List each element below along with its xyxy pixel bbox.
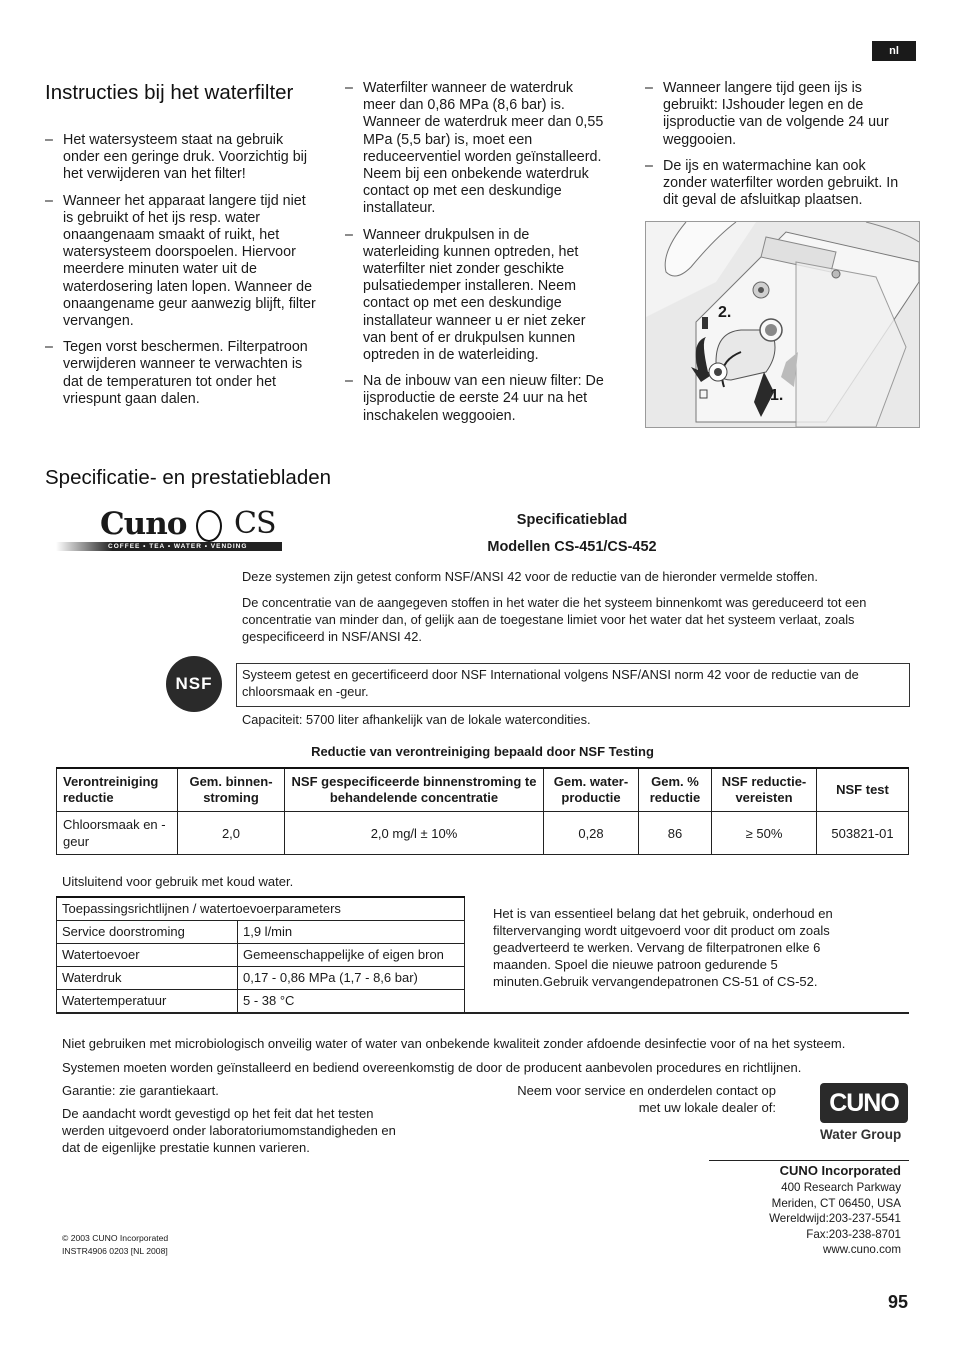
table-cell: 5 - 38 °C	[238, 990, 465, 1014]
page-number: 95	[887, 1292, 908, 1312]
warning-microbiological: Niet gebruiken met microbiologisch onveilig water of water van onbekende kwaliteit zonder afdoende desinfectie voor of na het systeem.	[62, 1036, 846, 1051]
address-line: Meriden, CT 06450, USA	[771, 1196, 901, 1210]
table-cell: Watertoevoer	[57, 944, 238, 967]
language-badge: nl	[872, 41, 916, 61]
water-group-label: Water Group	[820, 1127, 902, 1142]
intro-paragraph-1: Deze systemen zijn getest conform NSF/ANSI 42 voor de reductie van de hieronder vermelde stoffen.	[242, 569, 818, 584]
logo-subtext: COFFEE • TEA • WATER • VENDING	[108, 543, 248, 550]
warranty-text: Garantie: zie garantiekaart.	[62, 1083, 219, 1098]
table-header: Gem. % reductie	[639, 768, 712, 812]
table-header: NSF gespecificeerde binnenstroming te behandelende concentratie	[285, 768, 544, 812]
divider	[56, 1012, 909, 1014]
logo-mark: CS	[234, 506, 276, 541]
list-item: – Het watersysteem staat na gebruik onder een geringe druk. Voorzichtig bij het verwijderen van het filter!	[45, 132, 319, 184]
filter-illustration	[645, 221, 920, 428]
list-item: – Wanneer het apparaat langere tijd niet is gebruikt of het ijs resp. water onaangenaam smaakt of ruikt, het watersysteem doorspoelen. Hiervoor meerdere minuten water uit de waterdosering laten lopen. Wanneer de onaangename geur aanwezig blijft, filter vervangen.	[45, 193, 319, 331]
reduction-table	[56, 767, 909, 855]
cuno-logo: CUNO	[820, 1083, 908, 1123]
testing-notice: De aandacht wordt gevestigd op het feit dat het testen werden uitgevoerd onder laboratoriumomstandigheden en dat de eigenlijke prestatie kunnen varieren.	[62, 1106, 396, 1155]
table-row	[57, 921, 465, 944]
address-line: Wereldwijd:203-237-5541	[769, 1212, 901, 1225]
list-item: – Na de inbouw van een nieuw filter: De ijsproductie de eerste 24 uur na het inschakelen weggooien.	[345, 373, 607, 425]
table-cell: 503821-01	[817, 812, 909, 855]
copyright-text: © 2003 CUNO Incorporated	[62, 1233, 169, 1243]
address-line: 400 Research Parkway	[781, 1181, 901, 1194]
cuno-cs-logo	[56, 508, 286, 552]
table-row	[57, 944, 465, 967]
table-header: Verontreiniging reductie	[57, 768, 178, 812]
table-caption: Reductie van verontreiniging bepaald door NSF Testing	[311, 744, 654, 759]
nsf-certification-box: Systeem getest en gecertificeerd door NSF International volgens NSF/ANSI norm 42 voor de reductie van de chloorsmaak en -geur.	[236, 663, 910, 707]
spec-title: Specificatieblad	[516, 512, 628, 528]
table-header: Gem. water-productie	[544, 768, 639, 812]
table-header-row	[57, 768, 909, 812]
table-cell: Chloorsmaak en -geur	[57, 812, 178, 855]
column-1	[45, 132, 319, 417]
company-address	[700, 1180, 901, 1258]
table-cell: 2,0	[178, 812, 285, 855]
table-cell: Service doorstroming	[57, 921, 238, 944]
instruction-code: INSTR4906 0203 [NL 2008]	[62, 1246, 168, 1256]
table-cell: 0,17 - 0,86 MPa (1,7 - 8,6 bar)	[238, 967, 465, 990]
table-row	[57, 967, 465, 990]
logo-text: Cuno	[100, 506, 187, 542]
section-title-specifications: Specificatie- en prestatiebladen	[45, 466, 332, 489]
table-row	[57, 812, 909, 855]
column-2	[345, 80, 607, 434]
parameters-table	[56, 896, 465, 1014]
table-header: NSF reductie-vereisten	[712, 768, 817, 812]
service-contact-text: Neem voor service en onderdelen contact op met uw lokale dealer of:	[517, 1083, 776, 1115]
table-header: NSF test	[817, 768, 909, 812]
table-cell: Watertemperatuur	[57, 990, 238, 1014]
table-header: Gem. binnen-stroming	[178, 768, 285, 812]
column-3	[645, 80, 913, 218]
list-item: – De ijs en watermachine kan ook zonder waterfilter worden gebruikt. In dit geval de afsluitkap plaatsen.	[645, 158, 913, 210]
table-cell: 0,28	[544, 812, 639, 855]
nsf-logo: NSF	[166, 656, 222, 712]
list-item: – Tegen vorst beschermen. Filterpatroon verwijderen wanneer te verwachten is dat de temperaturen tot onder het vriespunt gaan dalen.	[45, 339, 319, 408]
maintenance-note: Het is van essentieel belang dat het gebruik, onderhoud en filtervervanging wordt uitgevoerd voor dit product om zoals geadverteerd te werken. Vervang de filterpatronen elke 6 maanden. Spoel die nieuwe patroon gedurende 5 minuten.Gebruik vervangendepatronen CS-51 of CS-52.	[493, 906, 833, 989]
table-cell: 86	[639, 812, 712, 855]
table-cell: 2,0 mg/l ± 10%	[285, 812, 544, 855]
section-title-instructions: Instructies bij het waterfilter	[45, 81, 294, 104]
table-cell: Gemeenschappelijke of eigen bron	[238, 944, 465, 967]
spec-heading	[442, 507, 702, 561]
list-item: – Wanneer drukpulsen in de waterleiding kunnen optreden, het waterfilter niet zonder geschikte pulsatiedemper installeren. Neem contact op met een deskundige installateur wanneer u er niet zeker van bent of er drukpulsen kunnen optreden in de waterleiding.	[345, 227, 607, 365]
cold-water-note: Uitsluitend voor gebruik met koud water.	[62, 874, 294, 889]
capacity-text: Capaciteit: 5700 liter afhankelijk van de lokale watercondities.	[242, 712, 591, 727]
step-1-label: 1.	[770, 387, 784, 404]
intro-paragraph-2: De concentratie van de aangegeven stoffen in het water die het systeem binnenkomt was gereduceerd tot een concentratie van minder dan, of gelijk aan de toegestane limiet voor het water dat het systeem verlaat, zoals gespecificeerd in NSF/ANSI 42.	[242, 595, 867, 644]
list-item: – Wanneer langere tijd geen ijs is gebruikt: IJshouder legen en de ijsproductie van de volgende 24 uur weggooien.	[645, 80, 913, 149]
table-row	[57, 897, 465, 921]
table-row	[57, 990, 465, 1014]
address-line: www.cuno.com	[823, 1243, 901, 1256]
logo-ring	[196, 510, 222, 542]
table-cell: 1,9 l/min	[238, 921, 465, 944]
list-item: – Waterfilter wanneer de waterdruk meer dan 0,86 MPa (8,6 bar) is. Wanneer de waterdruk meer dan 0,55 MPa (5,5 bar) is, moet een reduceerventiel worden geïnstalleerd. Neem bij een onbekende waterdruk contact op met een deskundige installateur.	[345, 80, 607, 218]
address-rule	[709, 1160, 909, 1161]
warning-installation: Systemen moeten worden geïnstalleerd en bediend overeenkomstig de door de producent aanbevolen procedures en richtlijnen.	[62, 1060, 802, 1075]
table-header: Toepassingsrichtlijnen / watertoevoerparameters	[57, 897, 465, 921]
spec-models: Modellen CS-451/CS-452	[487, 539, 657, 555]
table-cell: ≥ 50%	[712, 812, 817, 855]
table-cell: Waterdruk	[57, 967, 238, 990]
step-2-label: 2.	[718, 304, 732, 321]
address-line: Fax:203-238-8701	[806, 1227, 901, 1241]
company-name: CUNO Incorporated	[779, 1163, 901, 1178]
